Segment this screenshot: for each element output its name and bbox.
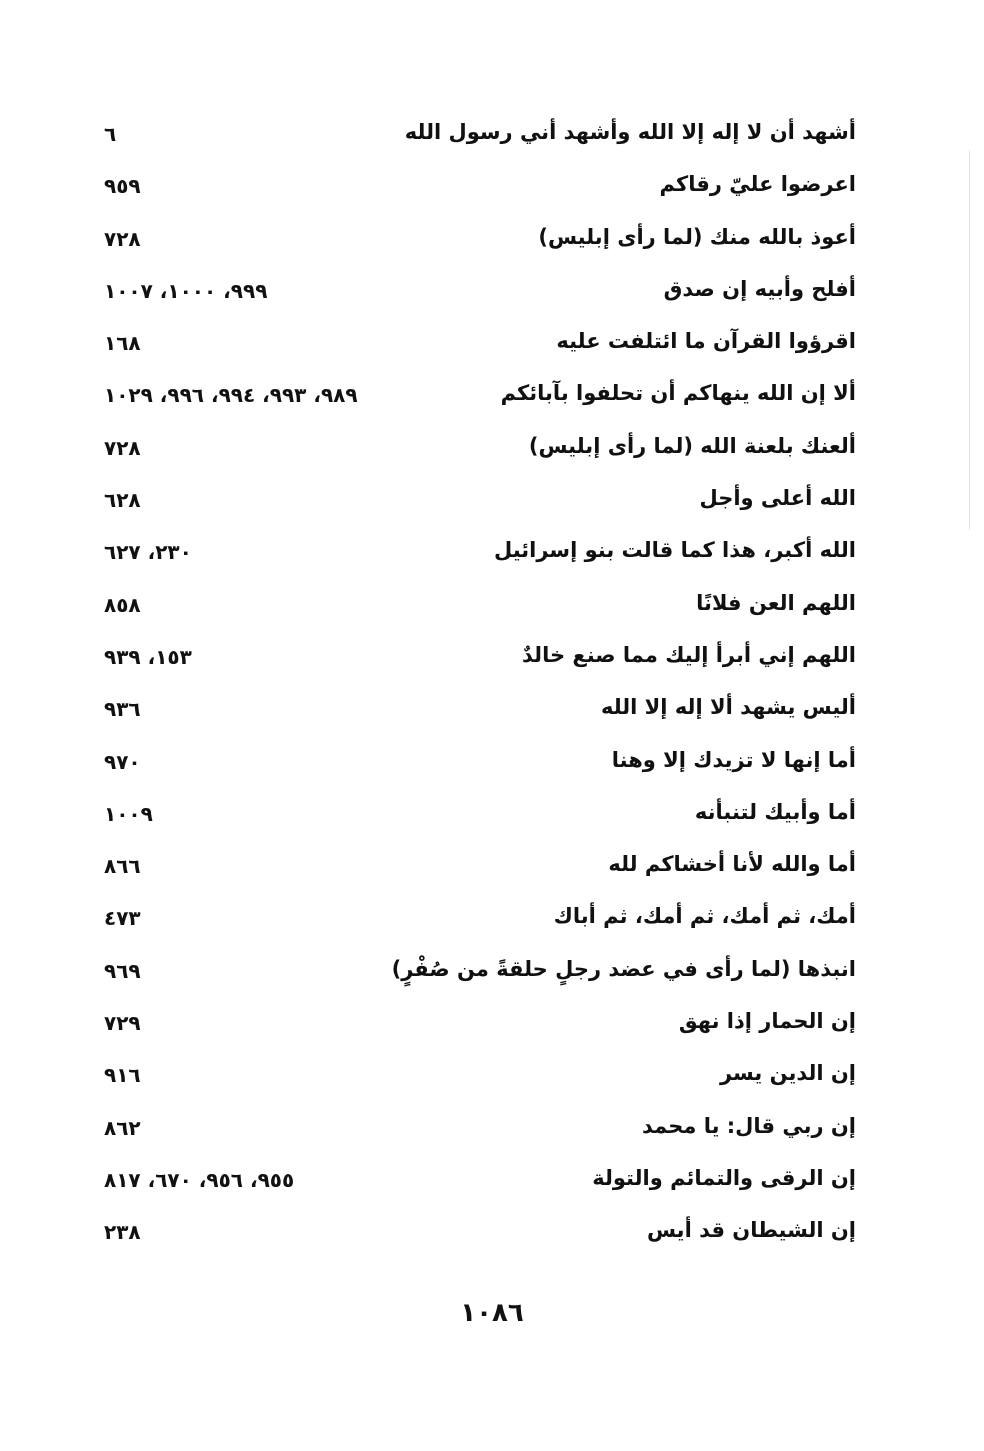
entry-pages: ٩٦٩ <box>104 958 141 983</box>
entry-text: أشهد أن لا إله إلا الله وأشهد أني رسول الله <box>404 120 856 144</box>
index-entry <box>104 160 856 212</box>
entry-pages: ٩٥٥، ٩٥٦، ٦٧٠، ٨١٧ <box>104 1167 295 1192</box>
index-entry <box>104 736 856 788</box>
entry-text: إن ربي قال: يا محمد <box>642 1113 856 1138</box>
index-entry <box>104 422 856 474</box>
entry-pages: ٦٢٨ <box>104 488 141 513</box>
entry-pages: ٨٦٦ <box>104 854 141 879</box>
entry-text: أمك، ثم أمك، ثم أمك، ثم أباك <box>553 904 856 929</box>
entry-pages: ٧٢٨ <box>104 226 141 251</box>
entry-text: الله أكبر، هذا كما قالت بنو إسرائيل <box>493 538 856 563</box>
entry-text: أما وأبيك لتنبأنه <box>694 799 856 824</box>
index-entry <box>104 788 856 840</box>
entry-text: أعوذ بالله منك (لما رأى إبليس) <box>538 224 856 249</box>
entry-text: أما والله لأنا أخشاكم لله <box>608 852 856 877</box>
index-entry <box>104 631 856 683</box>
entry-text: أما إنها لا تزيدك إلا وهنا <box>611 747 856 772</box>
index-entry <box>104 997 856 1049</box>
index-entry <box>104 1154 856 1206</box>
scan-margin-line <box>969 150 970 530</box>
index-entry <box>104 265 856 317</box>
hadith-index-list <box>104 108 856 1259</box>
entry-pages: ٩٣٦ <box>104 697 141 722</box>
index-entry <box>104 1206 856 1258</box>
index-entry <box>104 579 856 631</box>
index-entry <box>104 369 856 421</box>
entry-text: انبذها (لما رأى في عضد رجلٍ حلقةً من صُفْرٍ) <box>391 956 856 981</box>
index-entry <box>104 108 856 160</box>
entry-pages: ٩٨٩، ٩٩٣، ٩٩٤، ٩٩٦، ١٠٢٩ <box>104 383 358 408</box>
entry-pages: ٩٥٩ <box>104 174 141 199</box>
entry-text: ألعنك بلعنة الله (لما رأى إبليس) <box>528 433 856 458</box>
entry-text: إن الشيطان قد أيس <box>647 1218 856 1243</box>
index-entry <box>104 840 856 892</box>
index-entry <box>104 945 856 997</box>
entry-text: أليس يشهد ألا إله إلا الله <box>600 695 856 720</box>
page-number: ١٠٨٦ <box>460 1298 524 1328</box>
entry-text: إن الدين يسر <box>719 1061 856 1086</box>
entry-text: ألا إن الله ينهاكم أن تحلفوا بآبائكم <box>500 381 856 406</box>
entry-pages: ٨٥٨ <box>104 592 141 617</box>
index-entry <box>104 892 856 944</box>
entry-text: اعرضوا عليّ رقاكم <box>659 172 856 197</box>
entry-text: اقرؤوا القرآن ما ائتلفت عليه <box>556 329 856 354</box>
entry-pages: ٩٩٩، ١٠٠٠، ١٠٠٧ <box>104 278 268 303</box>
index-entry <box>104 317 856 369</box>
entry-pages: ٦ <box>104 122 117 146</box>
entry-text: اللهم العن فلانًا <box>696 590 856 615</box>
index-entry <box>104 213 856 265</box>
entry-pages: ٢٣٠، ٦٢٧ <box>104 540 192 565</box>
entry-pages: ٢٣٨ <box>104 1220 141 1245</box>
entry-pages: ٤٧٣ <box>104 906 141 931</box>
entry-pages: ٧٢٨ <box>104 435 141 460</box>
index-entry <box>104 1049 856 1101</box>
entry-pages: ٩١٦ <box>104 1063 141 1088</box>
index-entry <box>104 1102 856 1154</box>
index-entry <box>104 474 856 526</box>
entry-pages: ١٠٠٩ <box>104 801 153 826</box>
entry-text: أفلح وأبيه إن صدق <box>663 276 856 301</box>
entry-pages: ٨٦٢ <box>104 1115 141 1140</box>
entry-text: إن الحمار إذا نهق <box>678 1009 856 1034</box>
entry-text: إن الرقى والتمائم والتولة <box>592 1165 856 1190</box>
entry-text: الله أعلى وأجل <box>699 486 856 511</box>
index-entry <box>104 526 856 578</box>
entry-pages: ١٦٨ <box>104 331 141 356</box>
entry-pages: ١٥٣، ٩٣٩ <box>104 644 192 669</box>
entry-pages: ٩٧٠ <box>104 749 141 774</box>
entry-pages: ٧٢٩ <box>104 1011 141 1036</box>
entry-text: اللهم إني أبرأ إليك مما صنع خالدٌ <box>522 642 856 667</box>
index-entry <box>104 683 856 735</box>
